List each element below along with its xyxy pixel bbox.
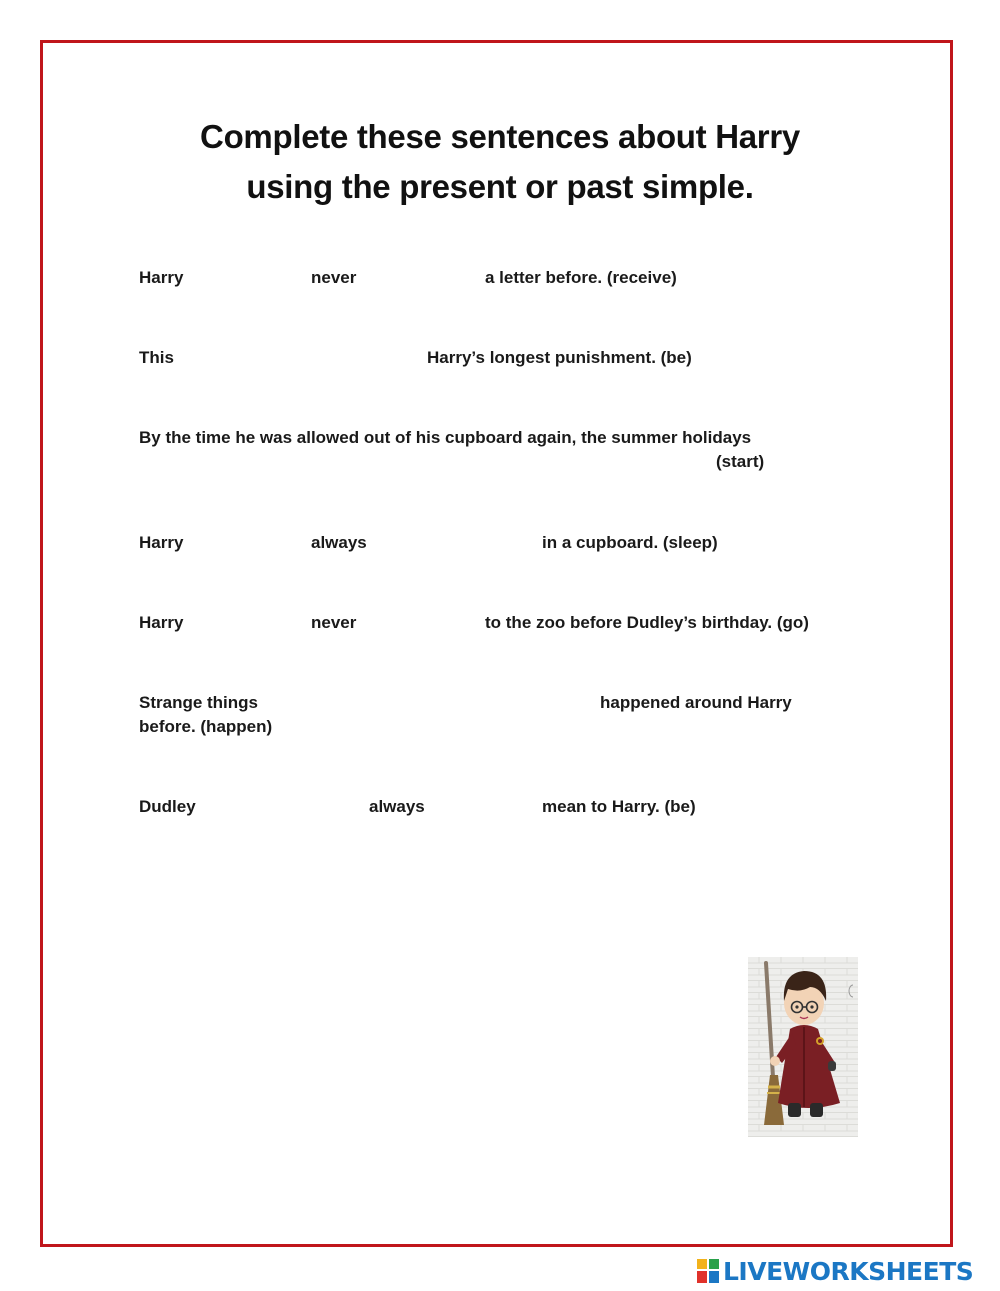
s6-answer-blank[interactable] — [275, 690, 593, 716]
s5-text-c: to the zoo before Dudley’s birthday. (go) — [485, 613, 809, 632]
s6-text-a: Strange things — [139, 693, 259, 712]
s4-text-c: in a cupboard. (sleep) — [542, 533, 718, 552]
s5-answer-blank-2[interactable] — [368, 610, 476, 636]
s1-text-c: a letter before. (receive) — [485, 268, 677, 287]
s7-answer-blank-2[interactable] — [437, 794, 535, 820]
s4-text-b: always — [311, 533, 367, 552]
liveworksheets-logo-icon — [697, 1259, 719, 1283]
s4-answer-blank-2[interactable] — [380, 530, 535, 556]
title-line-2: using the present or past simple. — [246, 168, 754, 205]
s7-text-a: Dudley — [139, 797, 196, 816]
s1-text-a: Harry — [139, 268, 184, 287]
liveworksheets-logo[interactable] — [697, 1256, 973, 1286]
s5-answer-blank-1[interactable] — [195, 610, 303, 636]
s3-answer-blank[interactable] — [139, 449, 709, 475]
s7-answer-blank-1[interactable] — [206, 794, 361, 820]
s6-text-c: before. (happen) — [139, 717, 273, 736]
s5-text-b: never — [311, 613, 357, 632]
s1-answer-blank-2[interactable] — [368, 265, 476, 291]
s7-text-b: always — [369, 797, 425, 816]
logo-text: LIVEWORKSHEETS — [723, 1256, 974, 1286]
s6-text-b: happened around Harry — [600, 693, 792, 712]
harry-potter-illustration-icon — [748, 957, 858, 1137]
s2-answer-blank[interactable] — [182, 345, 420, 371]
s4-answer-blank-1[interactable] — [195, 530, 303, 556]
s3-text-a: By the time he was allowed out of his cupboard again, the summer holidays — [139, 428, 752, 447]
title-line-1: Complete these sentences about Harry — [200, 118, 800, 155]
s2-text-a: This — [139, 348, 174, 367]
s4-text-a: Harry — [139, 533, 184, 552]
s2-text-b: Harry’s longest punishment. (be) — [427, 348, 692, 367]
s5-text-a: Harry — [139, 613, 184, 632]
s7-text-c: mean to Harry. (be) — [542, 797, 696, 816]
s1-answer-blank-1[interactable] — [195, 265, 303, 291]
s3-text-b: (start) — [716, 452, 765, 471]
worksheet-title — [0, 112, 1000, 212]
s1-text-b: never — [311, 268, 357, 287]
